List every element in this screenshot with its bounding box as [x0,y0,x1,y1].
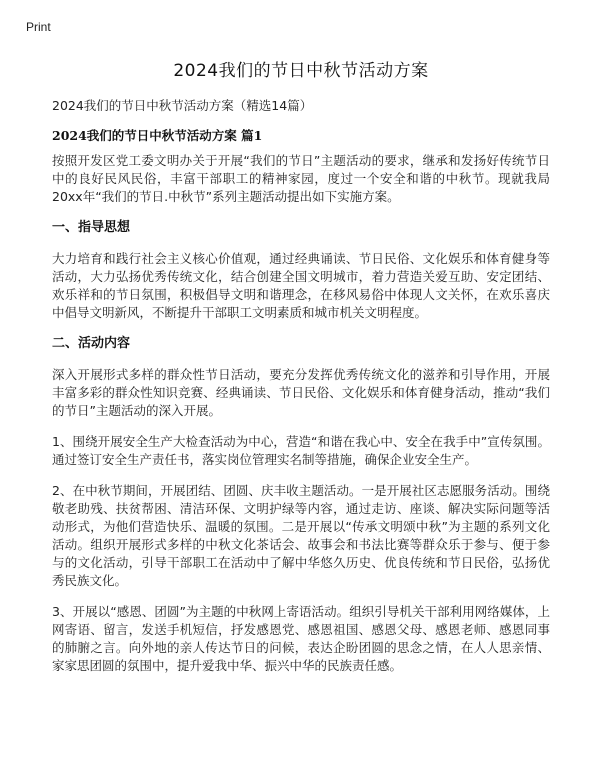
document-subtitle: 2024我们的节日中秋节活动方案（精选14篇） [52,98,313,113]
heading-guiding-ideology: 一、指导思想 [52,220,131,235]
print-link[interactable]: Print [26,20,51,34]
paragraph-guiding-ideology: 大力培育和践行社会主义核心价值观，通过经典诵读、节日民俗、文化娱乐和体育健身等活动，大力弘扬优秀传统文化，结合创建全国文明城市，着力营造关爱互助、安定团结、欢乐祥和的节日氛围，积极倡导文明和谐理念，在移风易俗中体现人文关怀，在欢乐喜庆中倡导文明新风，不断提升干部职工文明素质和城市机关文明程度。 [52,251,550,320]
intro-paragraph: 按照开发区党工委文明办关于开展“我们的节日”主题活动的要求，继承和发扬好传统节日中的良好民风民俗，丰富干部职工的精神家园，度过一个安全和谐的中秋节。现就我局20xx年“我们的节日.中秋节”系列主题活动提出如下实施方案。 [52,153,550,204]
paragraph-activity-1: 1、围绕开展安全生产大检查活动为中心，营造“和谐在我心中、安全在我手中”宣传氛围。通过签订安全生产责任书，落实岗位管理实名制等措施，确保企业安全生产。 [52,434,550,467]
heading-activity-content: 二、活动内容 [52,336,131,351]
section-title: 2024我们的节日中秋节活动方案 篇1 [52,128,263,143]
document-title: 2024我们的节日中秋节活动方案 [173,61,429,81]
paragraph-activity-overview: 深入开展形式多样的群众性节日活动，要充分发挥优秀传统文化的滋养和引导作用，开展丰富多彩的群众性知识竞赛、经典诵读、节日民俗、文化娱乐和体育健身活动，推动“我们的节日”主题活动的深入开展。 [52,367,550,418]
paragraph-activity-3: 3、开展以“感恩、团圆”为主题的中秋网上寄语活动。组织引导机关干部利用网络媒体，上网寄语、留言，发送手机短信，抒发感恩党、感恩祖国、感恩父母、感恩老师、感恩同事的肺腑之言。向外地的亲人传达节日的问候，表达企盼团圆的思念之情，在人人思亲情、家家思团圆的氛围中，提升爱我中华、振兴中华的民族责任感。 [52,604,550,673]
paragraph-activity-2: 2、在中秋节期间，开展团结、团圆、庆丰收主题活动。一是开展社区志愿服务活动。围绕敬老助残、扶贫帮困、清洁环保、文明护绿等内容，通过走访、座谈、解决实际问题等活动形式，为他们营造快乐、温暖的氛围。二是开展以“传承文明颂中秋”为主题的系列文化活动。组织开展形式多样的中秋文化茶话会、故事会和书法比赛等群众乐于参与、便于参与的文化活动，引导干部职工在活动中了解中华悠久历史、优良传统和节日民俗，弘扬优秀民族文化。 [52,483,550,588]
document-body [52,152,550,688]
